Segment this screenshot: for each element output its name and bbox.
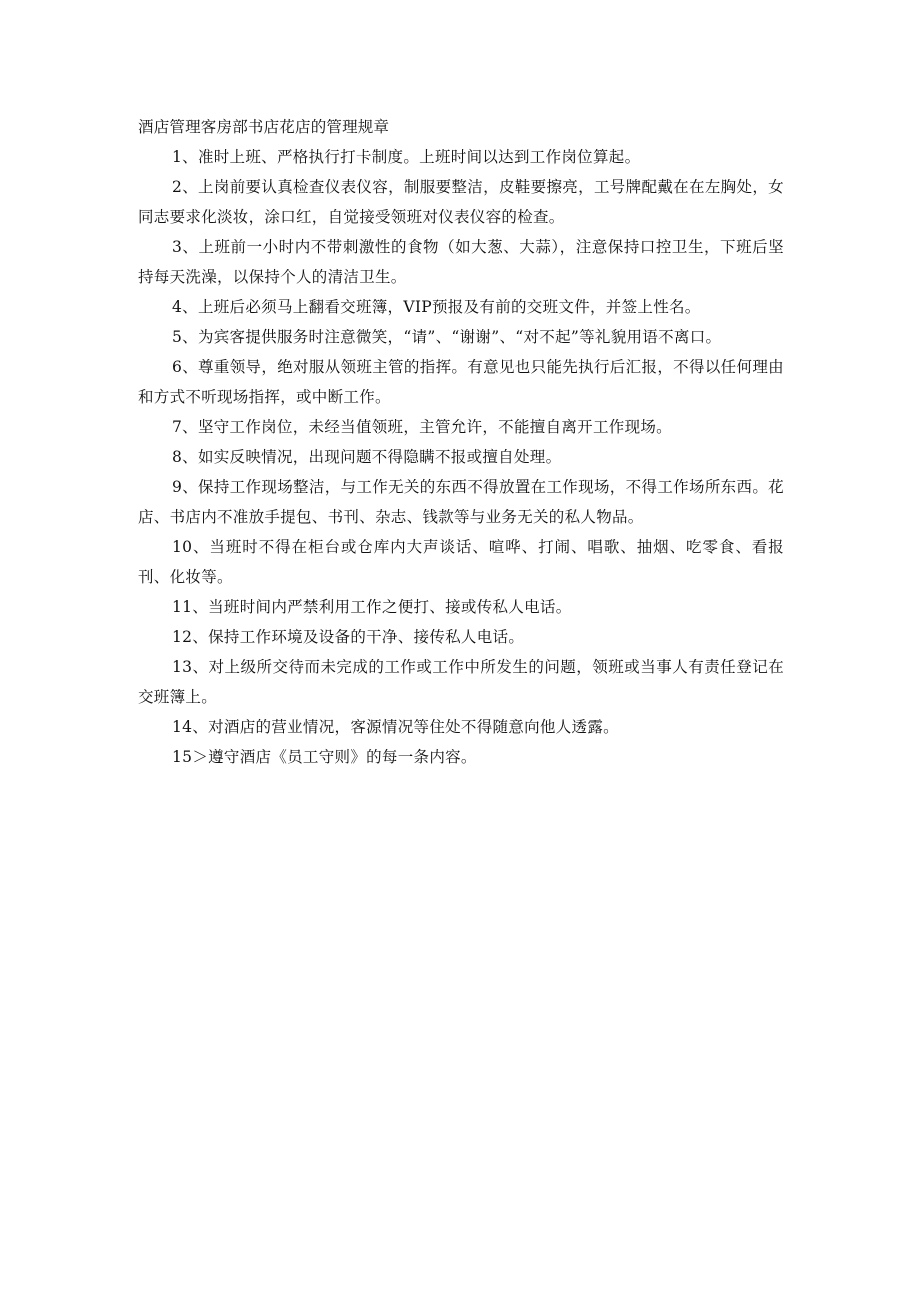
document-body [138, 112, 784, 772]
rule-item-8: 8、如实反映情况，出现问题不得隐瞒不报或擅自处理。 [172, 448, 562, 466]
rules-list [138, 142, 784, 772]
rule-item-13: 13、对上级所交待而未完成的工作或工作中所发生的问题，领班或当事人有责任登记在交班簿上。 [138, 658, 784, 706]
rule-item-9: 9、保持工作现场整洁，与工作无关的东西不得放置在工作现场，不得工作场所东西。花店、书店内不准放手提包、书刊、杂志、钱款等与业务无关的私人物品。 [138, 478, 784, 526]
rule-item-6: 6、尊重领导，绝对服从领班主管的指挥。有意见也只能先执行后汇报，不得以任何理由和方式不听现场指挥，或中断工作。 [138, 358, 784, 406]
document-title: 酒店管理客房部书店花店的管理规章 [138, 118, 390, 136]
rule-item-12: 12、保持工作环境及设备的干净、接传私人电话。 [172, 628, 525, 646]
rule-item-1: 1、准时上班、严格执行打卡制度。上班时间以达到工作岗位算起。 [172, 148, 641, 166]
rule-item-11: 11、当班时间内严禁利用工作之便打、接或传私人电话。 [172, 598, 572, 616]
rule-item-15: 15＞遵守酒店《员工守则》的每一条内容。 [172, 748, 477, 766]
rule-item-3: 3、上班前一小时内不带刺激性的食物（如大葱、大蒜），注意保持口控卫生，下班后坚持每天洗澡，以保持个人的清洁卫生。 [138, 238, 784, 286]
rule-item-4: 4、上班后必须马上翻看交班簿，VIP预报及有前的交班文件，并签上性名。 [172, 298, 701, 316]
rule-item-10: 10、当班时不得在柜台或仓库内大声谈话、喧哗、打闹、唱歌、抽烟、吃零食、看报刊、化妆等。 [138, 538, 784, 586]
rule-item-5: 5、为宾客提供服务时注意微笑，“请”、“谢谢”、“对不起”等礼貌用语不离口。 [172, 328, 722, 346]
rule-item-7: 7、坚守工作岗位，未经当值领班，主管允许，不能擅自离开工作现场。 [172, 418, 672, 436]
rule-item-14: 14、对酒店的营业情况，客源情况等住处不得随意向他人透露。 [172, 718, 619, 736]
rule-item-2: 2、上岗前要认真检查仪表仪容，制服要整洁，皮鞋要擦亮，工号牌配戴在在左胸处，女同志要求化淡妆，涂口红，自觉接受领班对仪表仪容的检查。 [138, 178, 784, 226]
